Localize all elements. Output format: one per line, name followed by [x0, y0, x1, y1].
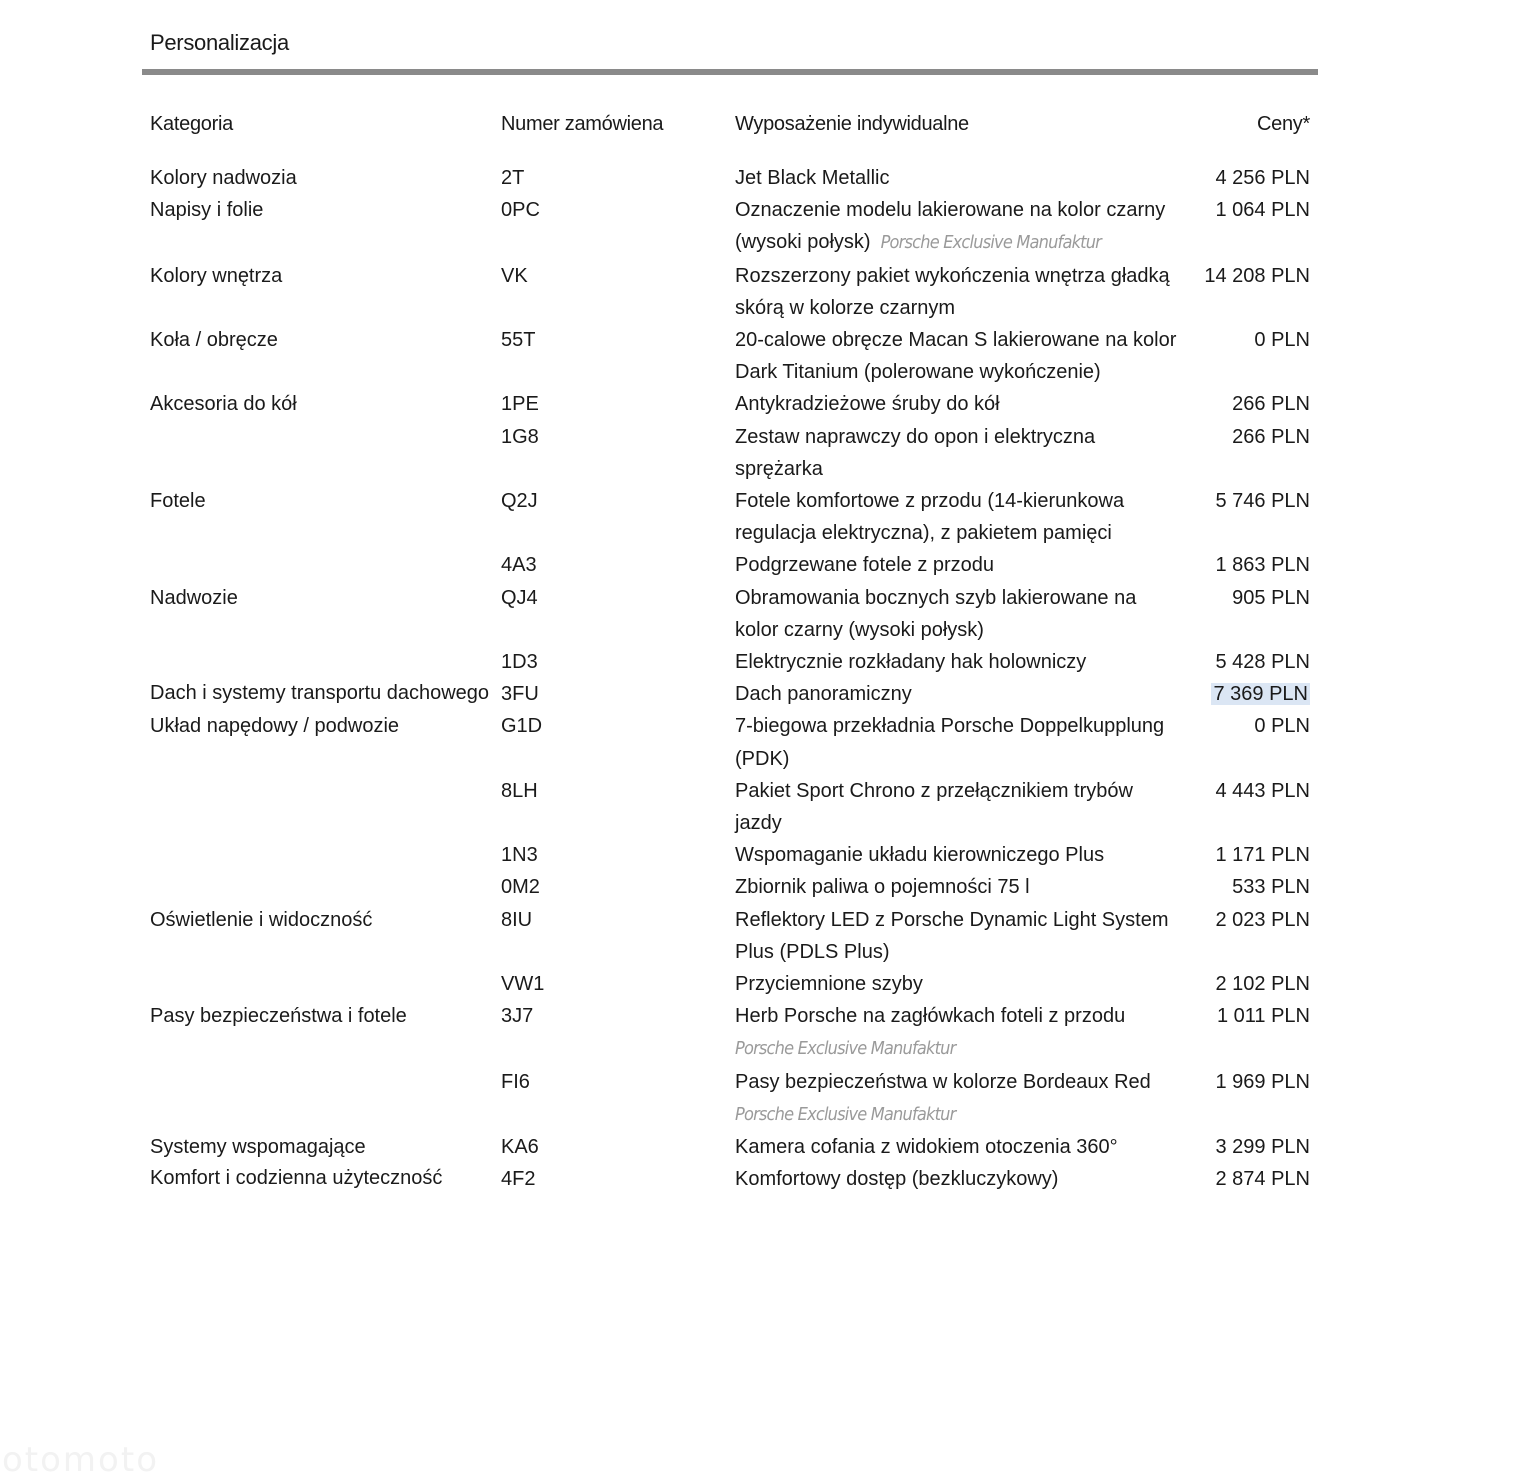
row-equipment	[735, 582, 1183, 646]
table-row	[150, 968, 1310, 1000]
table-row	[150, 839, 1310, 871]
row-price	[1183, 1000, 1310, 1065]
header-category: Kategoria	[150, 113, 233, 135]
row-equipment	[735, 194, 1183, 259]
row-equipment-text: Zbiornik paliwa o pojemności 75 l	[735, 876, 1030, 899]
row-equipment	[735, 162, 1183, 194]
row-equipment	[735, 388, 1183, 420]
header-order-number: Numer zamówiena	[501, 113, 664, 135]
row-price	[1183, 421, 1310, 485]
row-price	[1183, 1163, 1310, 1195]
exclusive-manufaktur-label: Porsche Exclusive Manufaktur	[735, 1038, 956, 1060]
row-order-number: 1N3	[501, 844, 538, 867]
price-value: 266 PLN	[1232, 425, 1310, 448]
row-price	[1183, 1131, 1310, 1163]
row-equipment-text: Podgrzewane fotele z przodu	[735, 554, 995, 577]
row-equipment	[735, 485, 1183, 549]
row-equipment-text: Jet Black Metallic	[735, 167, 890, 189]
row-price	[1183, 775, 1310, 839]
row-equipment-text: 20-calowe obręcze Macan S lakierowane na kolor Dark Titanium (polerowane wykończenie)	[735, 329, 1177, 384]
row-order-number: 0PC	[501, 199, 540, 222]
row-price	[1183, 324, 1310, 388]
row-equipment	[735, 968, 1183, 1000]
header-equipment: Wyposażenie indywidualne	[735, 113, 969, 135]
row-price	[1183, 194, 1310, 259]
row-equipment	[735, 260, 1183, 324]
row-equipment	[735, 871, 1183, 903]
options-table	[150, 108, 1310, 1196]
row-equipment	[735, 710, 1183, 774]
price-value: 3 299 PLN	[1215, 1136, 1310, 1159]
table-row	[150, 1000, 1310, 1065]
row-price	[1183, 485, 1310, 549]
table-row	[150, 549, 1310, 581]
price-value: 2 023 PLN	[1215, 908, 1310, 931]
row-category	[150, 775, 501, 839]
row-equipment-text: Kamera cofania z widokiem otoczenia 360°	[735, 1136, 1118, 1159]
row-equipment-text: Rozszerzony pakiet wykończenia wnętrza gładką skórą w kolorze czarnym	[735, 264, 1170, 319]
row-category	[150, 968, 501, 1000]
table-row	[150, 1163, 1310, 1195]
table-row	[150, 678, 1310, 710]
price-value: 905 PLN	[1232, 586, 1310, 609]
row-equipment	[735, 421, 1183, 485]
row-price	[1183, 678, 1310, 710]
row-equipment-text: Wspomaganie układu kierowniczego Plus	[735, 844, 1105, 867]
row-category	[150, 421, 501, 485]
row-price	[1183, 388, 1310, 420]
row-equipment	[735, 646, 1183, 678]
row-order-number: G1D	[501, 715, 543, 738]
row-price	[1183, 839, 1310, 871]
table-row	[150, 485, 1310, 549]
row-equipment-text: Komfortowy dostęp (bezkluczykowy)	[735, 1168, 1059, 1191]
row-order-number: 2T	[501, 167, 525, 189]
row-equipment	[735, 1066, 1183, 1131]
price-value: 533 PLN	[1232, 876, 1310, 899]
row-order-number: 8IU	[501, 908, 533, 931]
row-order-number: 1G8	[501, 425, 539, 448]
price-highlighted: 7 369 PLN	[1213, 683, 1308, 706]
table-row	[150, 388, 1310, 420]
row-equipment	[735, 549, 1183, 581]
row-category: Kolory nadwozia	[150, 167, 297, 189]
row-equipment-text: Reflektory LED z Porsche Dynamic Light System Plus (PDLS Plus)	[735, 908, 1169, 963]
row-order-number: QJ4	[501, 586, 538, 609]
row-category: Napisy i folie	[150, 199, 264, 222]
row-order-number: 0M2	[501, 876, 540, 899]
row-order-number: FI6	[501, 1070, 530, 1093]
row-price	[1183, 1066, 1310, 1131]
row-category: Kolory wnętrza	[150, 264, 283, 287]
row-order-number: Q2J	[501, 490, 538, 513]
table-row	[150, 324, 1310, 388]
row-order-number: VK	[501, 264, 528, 287]
exclusive-manufaktur-label: Porsche Exclusive Manufaktur	[735, 1103, 956, 1125]
header-price: Ceny*	[1257, 113, 1310, 135]
row-order-number: 4F2	[501, 1168, 536, 1191]
table-row	[150, 775, 1310, 839]
row-category	[150, 549, 501, 581]
table-row	[150, 710, 1310, 774]
price-value: 4 443 PLN	[1215, 779, 1310, 802]
row-category: Nadwozie	[150, 586, 238, 609]
row-equipment-text: Herb Porsche na zagłówkach foteli z przodu	[735, 1005, 1126, 1028]
exclusive-manufaktur-label: Porsche Exclusive Manufaktur	[880, 232, 1102, 254]
table-row	[150, 1066, 1310, 1131]
row-equipment-text: 7-biegowa przekładnia Porsche Doppelkupplung (PDK)	[735, 715, 1165, 770]
table-row	[150, 260, 1310, 324]
row-equipment-text: Pasy bezpieczeństwa w kolorze Bordeaux Red	[735, 1070, 1151, 1093]
row-order-number: 8LH	[501, 779, 538, 802]
row-category: Pasy bezpieczeństwa i fotele	[150, 1005, 407, 1028]
row-category: Koła / obręcze	[150, 329, 278, 352]
row-price	[1183, 260, 1310, 324]
row-equipment-text: Pakiet Sport Chrono z przełącznikiem trybów jazdy	[735, 779, 1133, 835]
row-price	[1183, 710, 1310, 774]
row-equipment-text: Zestaw naprawczy do opon i elektryczna sprężarka	[735, 425, 1096, 480]
row-category	[150, 1066, 501, 1131]
price-value: 0 PLN	[1254, 715, 1310, 738]
table-row	[150, 421, 1310, 485]
price-value: 266 PLN	[1232, 393, 1310, 416]
table-row	[150, 646, 1310, 678]
row-category: Dach i systemy transportu dachowego	[150, 682, 490, 705]
row-price	[1183, 549, 1310, 581]
row-equipment	[735, 775, 1183, 839]
table-row	[150, 904, 1310, 968]
row-equipment-text: Przyciemnione szyby	[735, 973, 923, 996]
row-order-number: VW1	[501, 973, 545, 996]
price-value: 1 171 PLN	[1215, 844, 1310, 867]
row-category: Akcesoria do kół	[150, 393, 297, 416]
row-price	[1183, 904, 1310, 968]
row-equipment	[735, 1163, 1183, 1195]
row-equipment-text: Oznaczenie modelu lakierowane na kolor czarny (wysoki połysk)	[735, 199, 1166, 254]
row-order-number: 3J7	[501, 1005, 534, 1028]
section-divider	[142, 69, 1318, 75]
row-price	[1183, 582, 1310, 646]
row-price	[1183, 162, 1310, 194]
row-equipment-text: Dach panoramiczny	[735, 683, 912, 706]
price-value: 0 PLN	[1254, 329, 1310, 352]
row-equipment-text: Obramowania bocznych szyb lakierowane na kolor czarny (wysoki połysk)	[735, 586, 1137, 641]
price-value: 1 863 PLN	[1215, 554, 1310, 577]
row-order-number: 3FU	[501, 683, 539, 706]
price-value: 2 102 PLN	[1215, 973, 1310, 996]
row-equipment-text: Elektrycznie rozkładany hak holowniczy	[735, 651, 1087, 674]
row-price	[1183, 968, 1310, 1000]
row-order-number: 1D3	[501, 651, 538, 674]
table-row	[150, 1131, 1310, 1163]
row-equipment-text: Antykradzieżowe śruby do kół	[735, 393, 1000, 416]
row-order-number: 4A3	[501, 554, 537, 577]
table-row	[150, 582, 1310, 646]
row-category: Systemy wspomagające	[150, 1136, 366, 1159]
price-value: 5 746 PLN	[1215, 490, 1310, 513]
row-equipment	[735, 1000, 1183, 1065]
row-equipment	[735, 904, 1183, 968]
row-category: Oświetlenie i widoczność	[150, 908, 373, 931]
row-equipment	[735, 839, 1183, 871]
row-equipment	[735, 678, 1183, 710]
row-order-number: KA6	[501, 1136, 539, 1159]
row-category: Układ napędowy / podwozie	[150, 715, 400, 738]
price-value: 1 011 PLN	[1216, 1005, 1310, 1028]
price-value: 1 969 PLN	[1215, 1070, 1310, 1093]
table-row	[150, 162, 1310, 194]
table-row	[150, 194, 1310, 259]
table-body	[150, 162, 1310, 1196]
row-equipment	[735, 1131, 1183, 1163]
table-row	[150, 871, 1310, 903]
price-value: 4 256 PLN	[1215, 167, 1310, 189]
row-category	[150, 646, 501, 678]
row-category: Fotele	[150, 490, 206, 513]
price-value: 1 064 PLN	[1215, 199, 1310, 222]
table-header	[150, 108, 1310, 162]
section-title: Personalizacja	[150, 30, 289, 55]
row-order-number: 55T	[501, 329, 536, 352]
row-equipment	[735, 324, 1183, 388]
row-price	[1183, 871, 1310, 903]
price-value: 14 208 PLN	[1204, 264, 1310, 287]
watermark-logo: otomoto	[2, 1440, 159, 1480]
row-price	[1183, 646, 1310, 678]
row-order-number: 1PE	[501, 393, 539, 416]
price-value: 2 874 PLN	[1215, 1168, 1310, 1191]
row-category	[150, 871, 501, 903]
price-value: 5 428 PLN	[1215, 651, 1310, 674]
row-category	[150, 839, 501, 871]
row-category: Komfort i codzienna użyteczność	[150, 1167, 443, 1190]
row-equipment-text: Fotele komfortowe z przodu (14-kierunkowa regulacja elektryczna), z pakietem pamięci	[735, 490, 1125, 545]
